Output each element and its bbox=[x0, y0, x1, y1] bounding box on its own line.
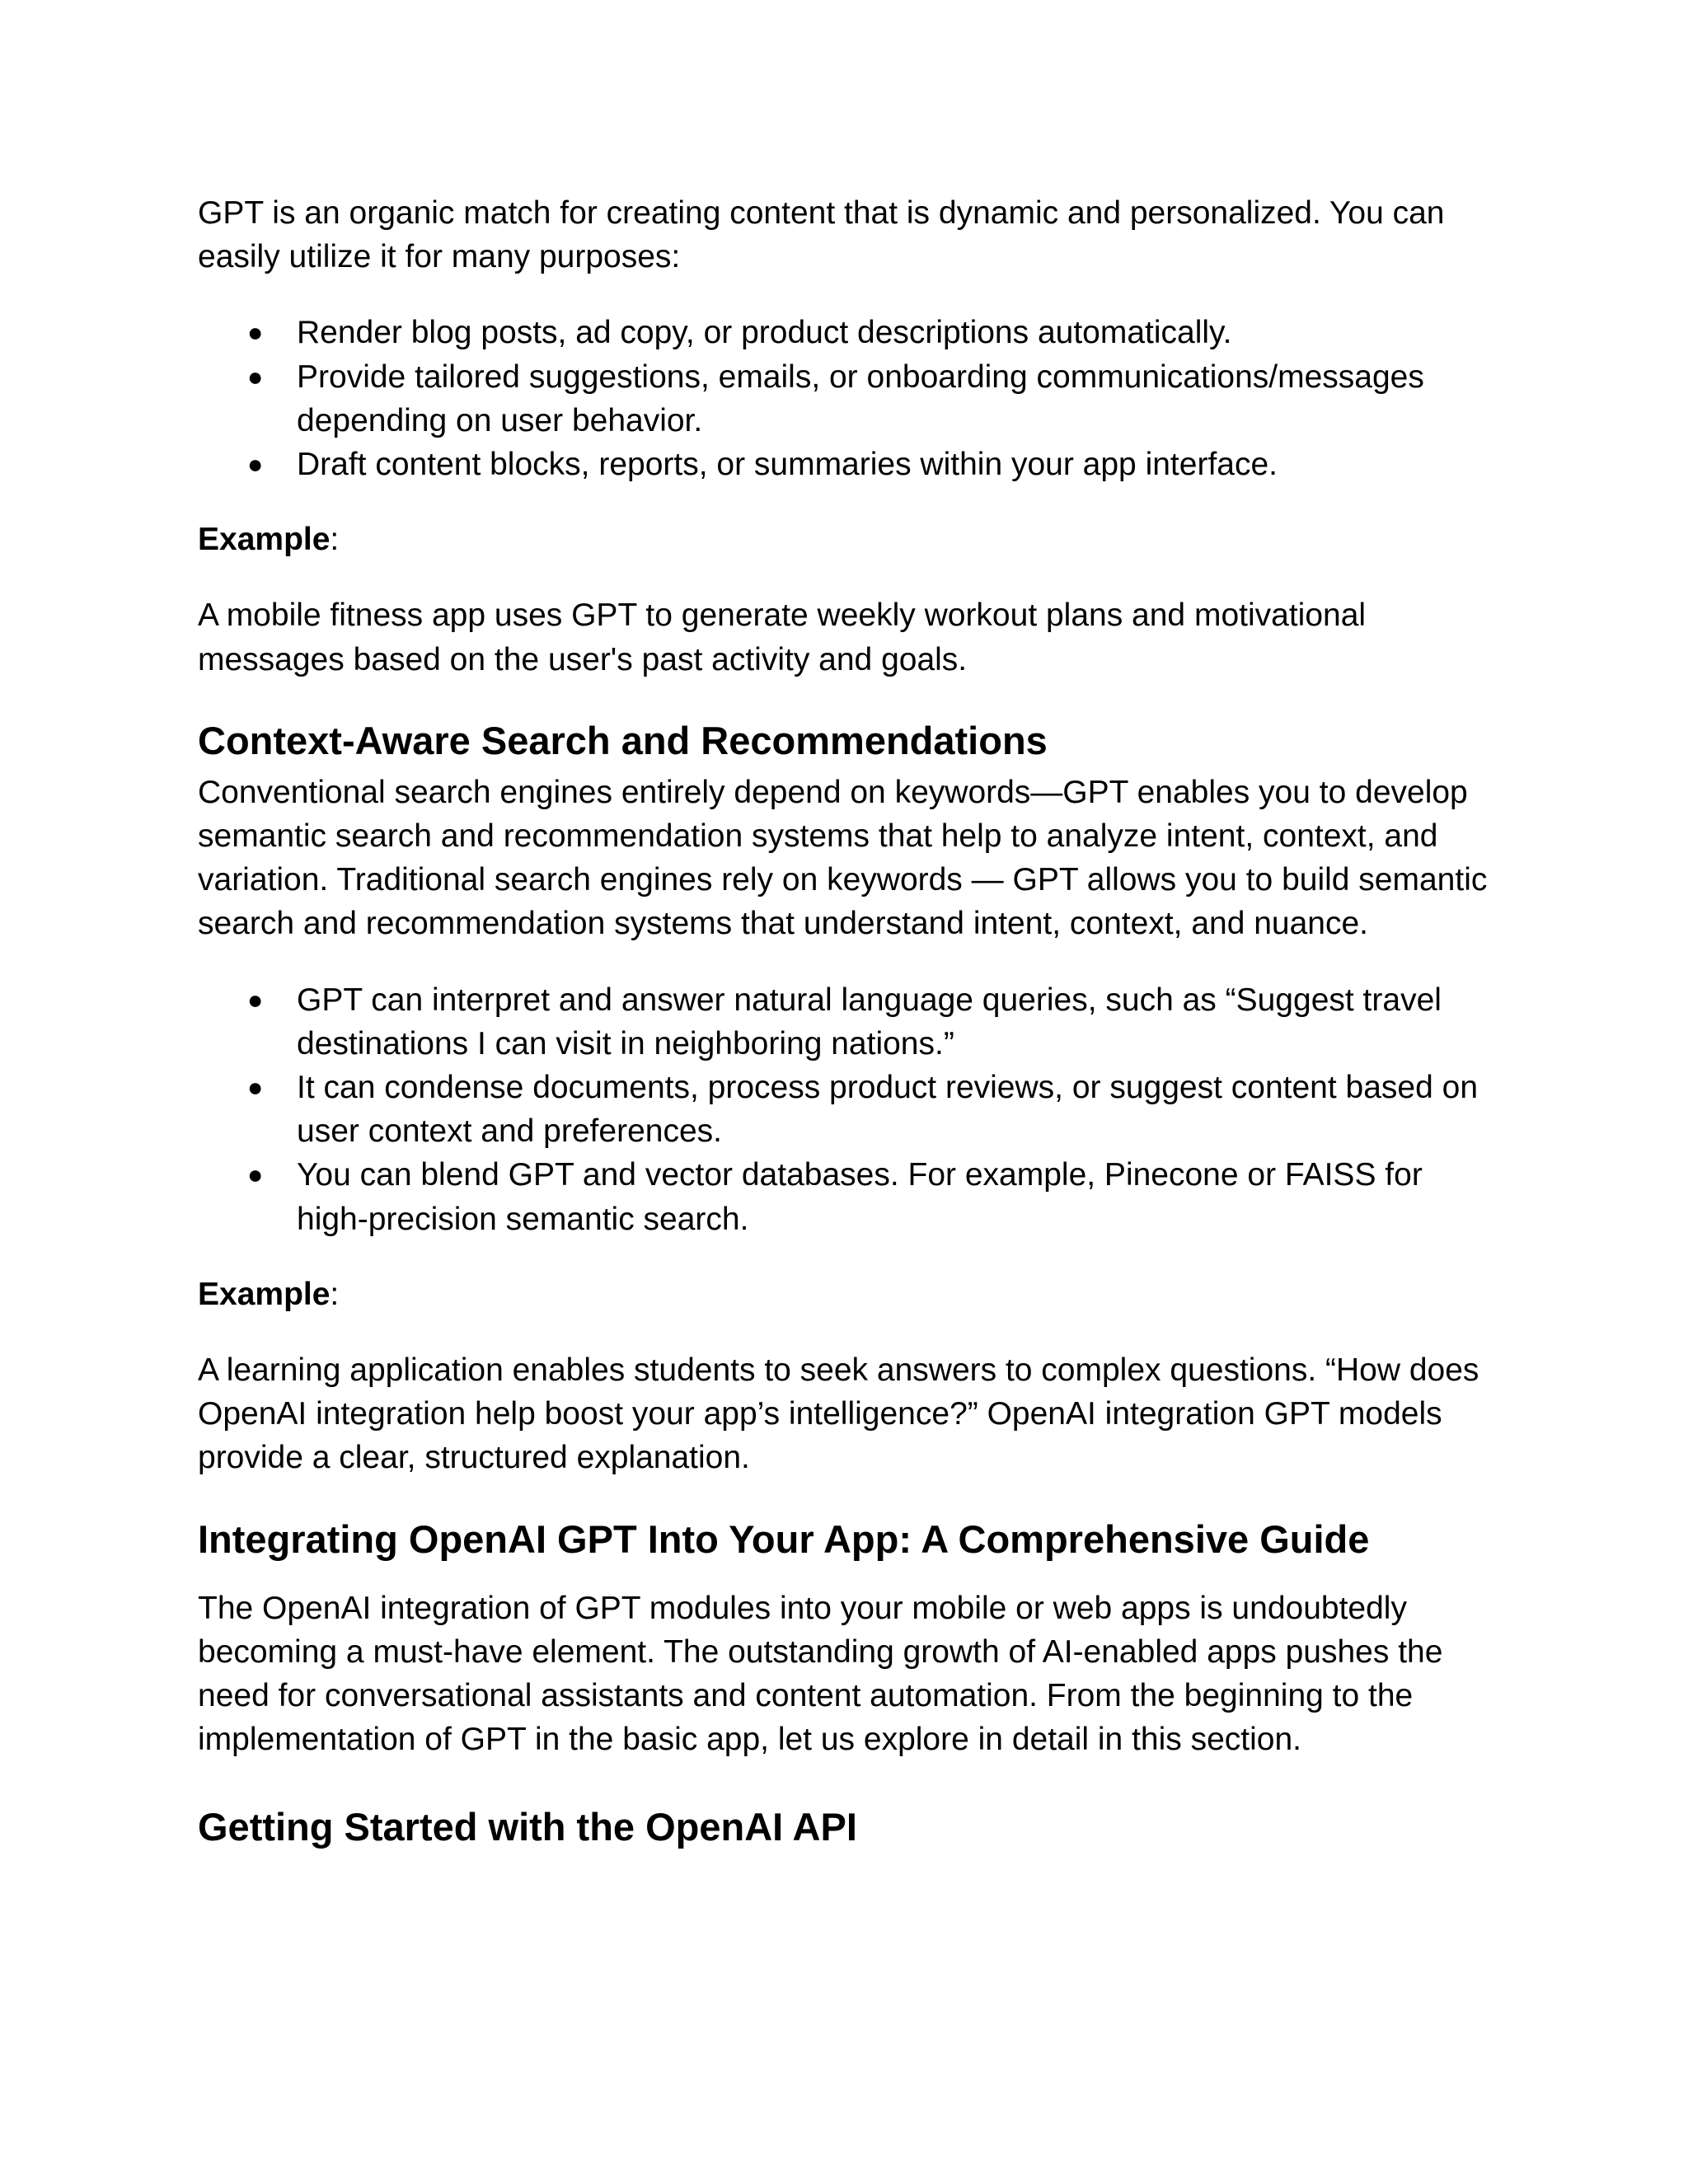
bullet-icon: ● bbox=[247, 361, 264, 391]
content-uses-list bbox=[198, 311, 1490, 486]
example-label bbox=[198, 1272, 1490, 1316]
list-item-text: Draft content blocks, reports, or summaries within your app interface. bbox=[297, 447, 1278, 483]
bullet-icon: ● bbox=[247, 1072, 264, 1103]
list-item-text: GPT can interpret and answer natural language queries, such as “Suggest travel destinations I can visit in neighboring nations.” bbox=[297, 982, 1442, 1062]
example-label-colon: : bbox=[330, 522, 340, 558]
document-page bbox=[198, 191, 1490, 1852]
intro-paragraph: GPT is an organic match for creating content that is dynamic and personalized. You can easily utilize it for many purposes: bbox=[198, 195, 1445, 275]
bullet-icon: ● bbox=[247, 317, 264, 348]
example-label-bold: Example bbox=[198, 1276, 331, 1312]
example-paragraph: A learning application enables students to seek answers to complex questions. “How does OpenAI integration help boost your app’s intelligence?” OpenAI integration GPT models provide a clear, structured explanation. bbox=[198, 1352, 1479, 1476]
list-item bbox=[198, 1066, 1490, 1153]
bullet-icon: ● bbox=[247, 449, 264, 480]
integrating-paragraph: The OpenAI integration of GPT modules into your mobile or web apps is undoubtedly becoming a must-have element. The outstanding growth of AI-enabled apps pushes the need for conversational assistants and content automation. From the beginning to the implementation of GPT in the basic app, let us explore in detail in this section. bbox=[198, 1590, 1443, 1758]
section-heading-search: Context-Aware Search and Recommendations bbox=[198, 718, 1048, 762]
list-item bbox=[198, 1153, 1490, 1240]
search-paragraph: Conventional search engines entirely depend on keywords—GPT enables you to develop semantic search and recommendation systems that help to analyze intent, context, and variation. Traditional search engines rely on keywords — GPT allows you to build semantic search and recommendation systems that understand intent, context, and nuance. bbox=[198, 774, 1488, 942]
bullet-icon: ● bbox=[247, 1160, 264, 1190]
section-heading-integrating: Integrating OpenAI GPT Into Your App: A Comprehensive Guide bbox=[198, 1516, 1370, 1561]
section-heading-getting-started: Getting Started with the OpenAI API bbox=[198, 1805, 857, 1849]
bullet-icon: ● bbox=[247, 984, 264, 1015]
example-paragraph: A mobile fitness app uses GPT to generate weekly workout plans and motivational messages based on the user's past activity and goals. bbox=[198, 598, 1367, 677]
example-label bbox=[198, 518, 1490, 561]
list-item bbox=[198, 978, 1490, 1066]
search-capabilities-list bbox=[198, 978, 1490, 1241]
list-item-text: Provide tailored suggestions, emails, or onboarding communications/messages depending on user behavior. bbox=[297, 359, 1424, 438]
list-item-text: It can condense documents, process product reviews, or suggest content based on user context and preferences. bbox=[297, 1070, 1479, 1150]
list-item-text: You can blend GPT and vector databases. For example, Pinecone or FAISS for high-precision semantic search. bbox=[297, 1157, 1423, 1237]
list-item bbox=[198, 311, 1490, 354]
example-label-bold: Example bbox=[198, 522, 331, 558]
list-item bbox=[198, 443, 1490, 486]
list-item bbox=[198, 355, 1490, 443]
example-label-colon: : bbox=[330, 1276, 340, 1312]
list-item-text: Render blog posts, ad copy, or product descriptions automatically. bbox=[297, 315, 1232, 351]
